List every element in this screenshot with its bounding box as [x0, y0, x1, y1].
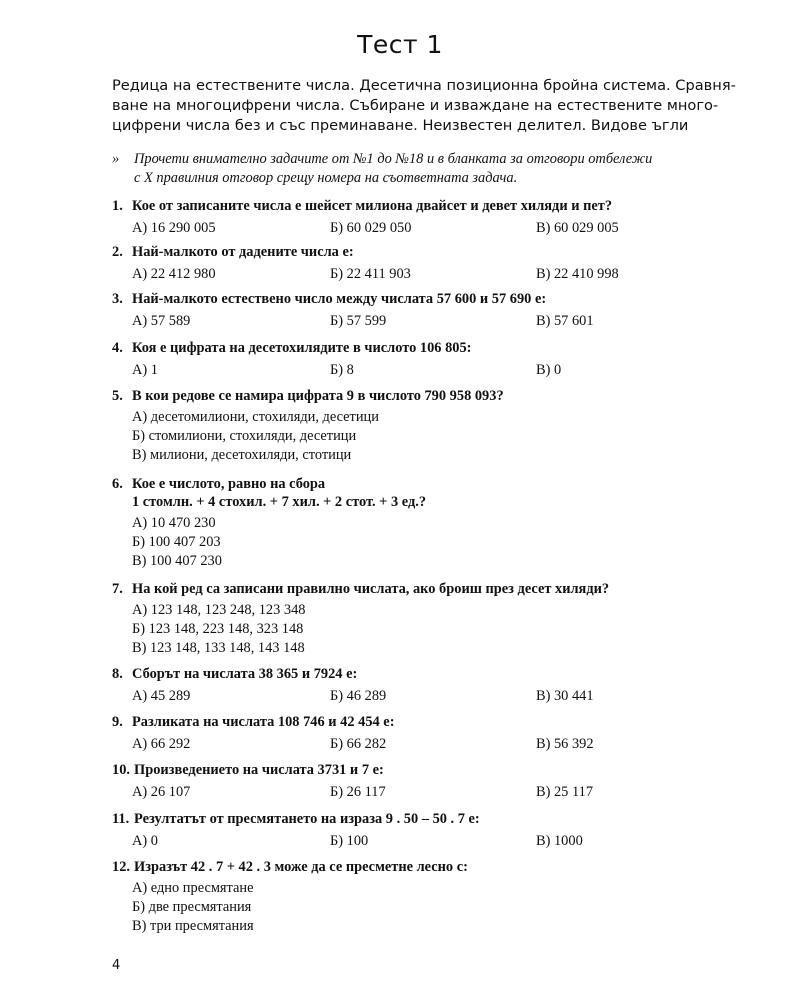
- option-c: В) 22 410 998: [536, 266, 619, 282]
- option-c: В) 0: [536, 362, 562, 378]
- option-a: А) 22 412 980: [132, 266, 216, 282]
- answer-options: [112, 312, 712, 330]
- question-text: Кое от записаните числа е шейсет милиона двайсет и девет хиляди и пет?: [132, 198, 613, 214]
- question-10: [112, 761, 712, 801]
- option-b: Б) 100 407 203: [132, 534, 221, 550]
- question-4: [112, 339, 712, 379]
- question-stem: [112, 810, 712, 828]
- option-c: В) 1000: [536, 833, 583, 849]
- question-text: Най-малкото от дадените числа е:: [132, 244, 354, 260]
- question-text: Резултатът от пресмятането на израза 9 . 50 – 50 . 7 е:: [134, 811, 480, 827]
- option-b: Б) 57 599: [330, 313, 387, 329]
- question-number: 4.: [112, 340, 123, 356]
- answer-options: [132, 879, 712, 936]
- option-b: Б) стомилиони, стохиляди, десетици: [132, 428, 357, 444]
- answer-options: [132, 601, 712, 658]
- answer-options: [112, 783, 712, 801]
- page-title: Тест 1: [357, 30, 443, 59]
- option-b: Б) 46 289: [330, 688, 387, 704]
- option-c: В) 123 148, 133 148, 143 148: [132, 640, 305, 656]
- question-text-continued: 1 стомлн. + 4 стохил. + 7 хил. + 2 стот. + 3 ед.?: [132, 494, 427, 510]
- question-text: На кой ред са записани правилно числата, ако броиш през десет хиляди?: [132, 581, 610, 597]
- answer-options: [112, 265, 712, 283]
- question-stem: [112, 243, 712, 261]
- topic-subtitle: [112, 76, 736, 136]
- option-a: А) 66 292: [132, 736, 191, 752]
- option-b: Б) 22 411 903: [330, 266, 411, 282]
- option-a: А) 16 290 005: [132, 220, 216, 236]
- question-stem: [112, 387, 712, 405]
- option-b: Б) 100: [330, 833, 369, 849]
- option-c: В) милиони, десетохиляди, стотици: [132, 447, 352, 463]
- question-2: [112, 243, 712, 283]
- option-a: А) 57 589: [132, 313, 191, 329]
- question-12: [112, 858, 712, 936]
- answer-options: [112, 687, 712, 705]
- page-number: 4: [112, 958, 121, 973]
- answer-options: [112, 832, 712, 850]
- question-number: 2.: [112, 244, 123, 260]
- question-11: [112, 810, 712, 850]
- option-b: Б) 26 117: [330, 784, 386, 800]
- option-c: В) 56 392: [536, 736, 594, 752]
- option-a: А) едно пресмятане: [132, 880, 254, 896]
- option-c: В) 60 029 005: [536, 220, 619, 236]
- question-stem: [112, 339, 712, 357]
- question-number: 9.: [112, 714, 123, 730]
- instruction-marker: »: [112, 151, 120, 167]
- option-a: А) 0: [132, 833, 158, 849]
- question-text: Сборът на числата 38 365 и 7924 е:: [132, 666, 358, 682]
- question-stem: [112, 197, 712, 215]
- option-a: А) 45 289: [132, 688, 191, 704]
- question-number: 8.: [112, 666, 123, 682]
- instruction-line: с X правилния отговор срещу номера на съответната задача.: [134, 170, 518, 186]
- question-number: 12.: [112, 859, 130, 875]
- question-stem: [112, 858, 712, 876]
- question-number: 6.: [112, 476, 123, 492]
- instruction-line: Прочети внимателно задачите от №1 до №18 и в бланката за отговори отбележи: [134, 151, 653, 167]
- option-b: Б) 123 148, 223 148, 323 148: [132, 621, 304, 637]
- question-stem: [112, 290, 712, 308]
- subtitle-line: цифрени числа без и със преминаване. Неизвестен делител. Видове ъгли: [112, 117, 689, 134]
- question-8: [112, 665, 712, 705]
- subtitle-line: ване на многоцифрени числа. Събиране и изваждане на естествените много-: [112, 97, 719, 114]
- instructions: [112, 150, 712, 188]
- question-stem: [112, 713, 712, 731]
- option-c: В) 30 441: [536, 688, 594, 704]
- question-7: [112, 580, 712, 658]
- subtitle-line: Редица на естествените числа. Десетична позиционна бройна система. Сравня-: [112, 77, 736, 94]
- question-text: Кое е числото, равно на сбора: [132, 476, 326, 492]
- question-number: 3.: [112, 291, 123, 307]
- option-a: А) 26 107: [132, 784, 191, 800]
- question-number: 11.: [112, 811, 130, 827]
- question-3: [112, 290, 712, 330]
- question-stem: [112, 580, 712, 598]
- question-number: 10.: [112, 762, 130, 778]
- option-b: Б) две пресмятания: [132, 899, 252, 915]
- option-b: Б) 60 029 050: [330, 220, 412, 236]
- question-number: 1.: [112, 198, 123, 214]
- answer-options: [132, 514, 712, 571]
- question-stem: [112, 761, 712, 779]
- option-c: В) 100 407 230: [132, 553, 222, 569]
- answer-options: [112, 735, 712, 753]
- option-a: А) 1: [132, 362, 158, 378]
- question-text: Изразът 42 . 7 + 42 . 3 може да се пресметне лесно с:: [134, 859, 468, 875]
- question-number: 5.: [112, 388, 123, 404]
- question-1: [112, 197, 712, 237]
- question-number: 7.: [112, 581, 123, 597]
- question-text: Разликата на числата 108 746 и 42 454 е:: [132, 714, 395, 730]
- option-a: А) 10 470 230: [132, 515, 216, 531]
- answer-options: [112, 361, 712, 379]
- question-text: Най-малкото естествено число между числата 57 600 и 57 690 е:: [132, 291, 547, 307]
- option-a: А) 123 148, 123 248, 123 348: [132, 602, 306, 618]
- question-stem: [112, 475, 712, 493]
- option-b: Б) 66 282: [330, 736, 387, 752]
- question-9: [112, 713, 712, 753]
- option-c: В) 25 117: [536, 784, 594, 800]
- question-stem: [112, 665, 712, 683]
- option-c: В) 57 601: [536, 313, 594, 329]
- question-6: [112, 475, 712, 571]
- option-a: А) десетомилиони, стохиляди, десетици: [132, 409, 379, 425]
- answer-options: [112, 219, 712, 237]
- option-c: В) три пресмятания: [132, 918, 254, 934]
- answer-options: [132, 408, 712, 465]
- question-text: Произведението на числата 3731 и 7 е:: [134, 762, 384, 778]
- option-b: Б) 8: [330, 362, 354, 378]
- question-5: [112, 387, 712, 465]
- question-text: В кои редове се намира цифрата 9 в числото 790 958 093?: [132, 388, 504, 404]
- question-text: Коя е цифрата на десетохилядите в числото 106 805:: [132, 340, 472, 356]
